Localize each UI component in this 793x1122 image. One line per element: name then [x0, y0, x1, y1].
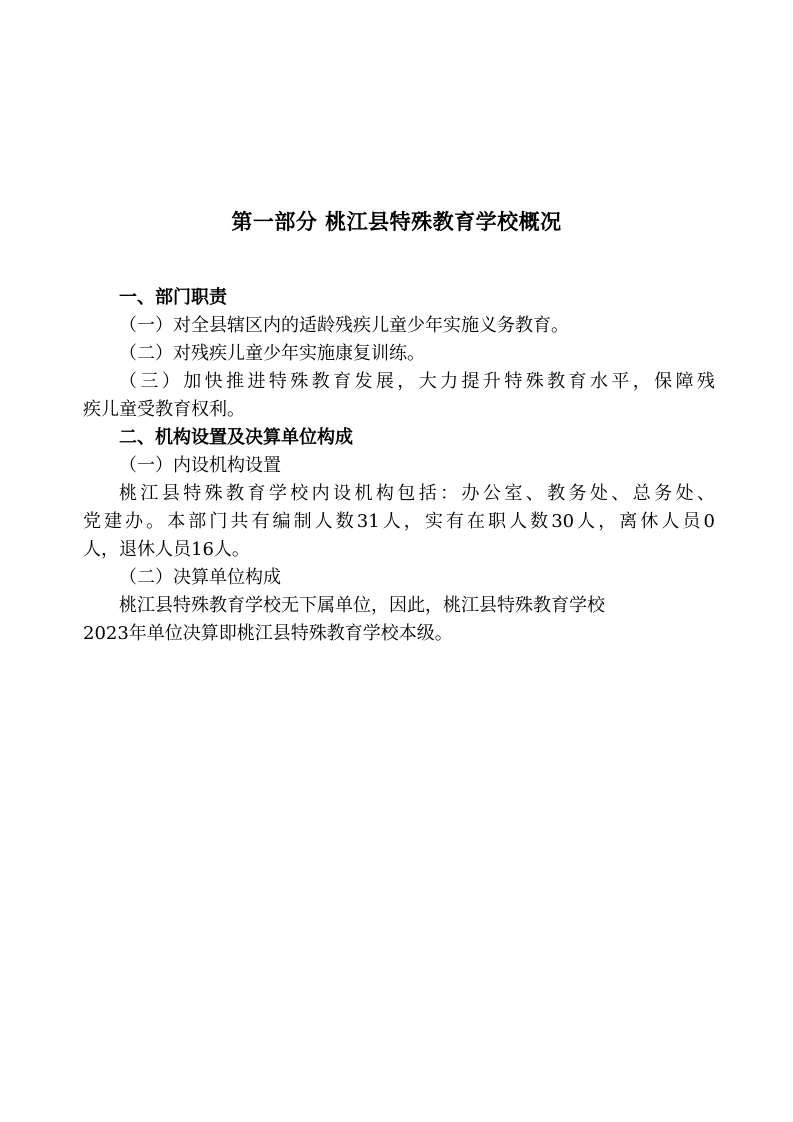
page-title: 第一部分 桃江县特殊教育学校概况	[231, 210, 562, 234]
accounting-units-line-1: 桃江县特殊教育学校无下属单位，因此，桃江县特殊教育学校	[119, 595, 605, 616]
internal-structure-line-2: 党建办。本部门共有编制人数31人，实有在职人数30人，离休人员0	[83, 511, 715, 532]
internal-structure-line-3: 人，退休人员16人。	[83, 539, 250, 560]
duty-item-1: （一）对全县辖区内的适龄残疾儿童少年实施义务教育。	[119, 315, 569, 336]
document-body	[83, 284, 715, 648]
duty-item-3-line-2: 疾儿童受教育权利。	[83, 399, 245, 420]
section-heading-duties: 一、部门职责	[119, 287, 227, 308]
accounting-units-line-2: 2023年单位决算即桃江县特殊教育学校本级。	[83, 623, 453, 644]
subsection-heading-internal-structure: （一）内设机构设置	[119, 455, 281, 476]
internal-structure-line-1: 桃江县特殊教育学校内设机构包括：办公室、教务处、总务处、	[119, 483, 715, 504]
duty-item-2: （二）对残疾儿童少年实施康复训练。	[119, 343, 425, 364]
duty-item-3-line-1: （三）加快推进特殊教育发展，大力提升特殊教育水平，保障残	[119, 371, 715, 392]
section-heading-organization: 二、机构设置及决算单位构成	[119, 427, 353, 448]
subsection-heading-accounting-units: （二）决算单位构成	[119, 567, 281, 588]
